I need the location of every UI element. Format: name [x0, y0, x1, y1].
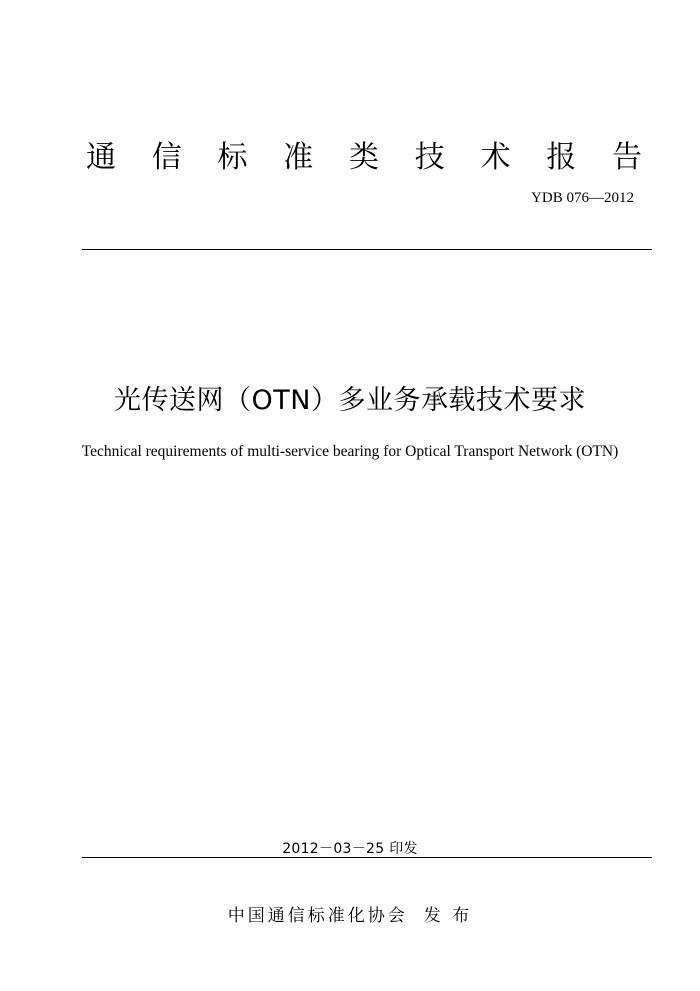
issue-date: 2012－03－25 印发 — [282, 841, 418, 857]
publish-label: 发 布 — [423, 906, 473, 926]
standard-number: YDB 076—2012 — [531, 190, 634, 206]
title-char: 类 — [349, 140, 379, 175]
publisher-line — [0, 901, 700, 926]
title-char: 准 — [283, 140, 314, 175]
title-char: 术 — [480, 140, 511, 175]
title-char: 技 — [414, 140, 445, 175]
publisher-name: 中国通信标准化协会 — [227, 906, 408, 926]
report-type-title — [84, 134, 644, 174]
document-title-en: Technical requirements of multi-service bearing for Optical Transport Network (OTN) — [81, 443, 619, 460]
title-char: 通 — [86, 140, 116, 175]
document-title-cn: 光传送网（OTN）多业务承载技术要求 — [114, 385, 586, 416]
bottom-divider — [82, 857, 652, 858]
title-char: 报 — [546, 140, 577, 175]
top-divider — [82, 249, 652, 250]
title-char: 告 — [612, 140, 642, 175]
title-char: 信 — [151, 140, 182, 175]
title-char: 标 — [217, 140, 248, 175]
